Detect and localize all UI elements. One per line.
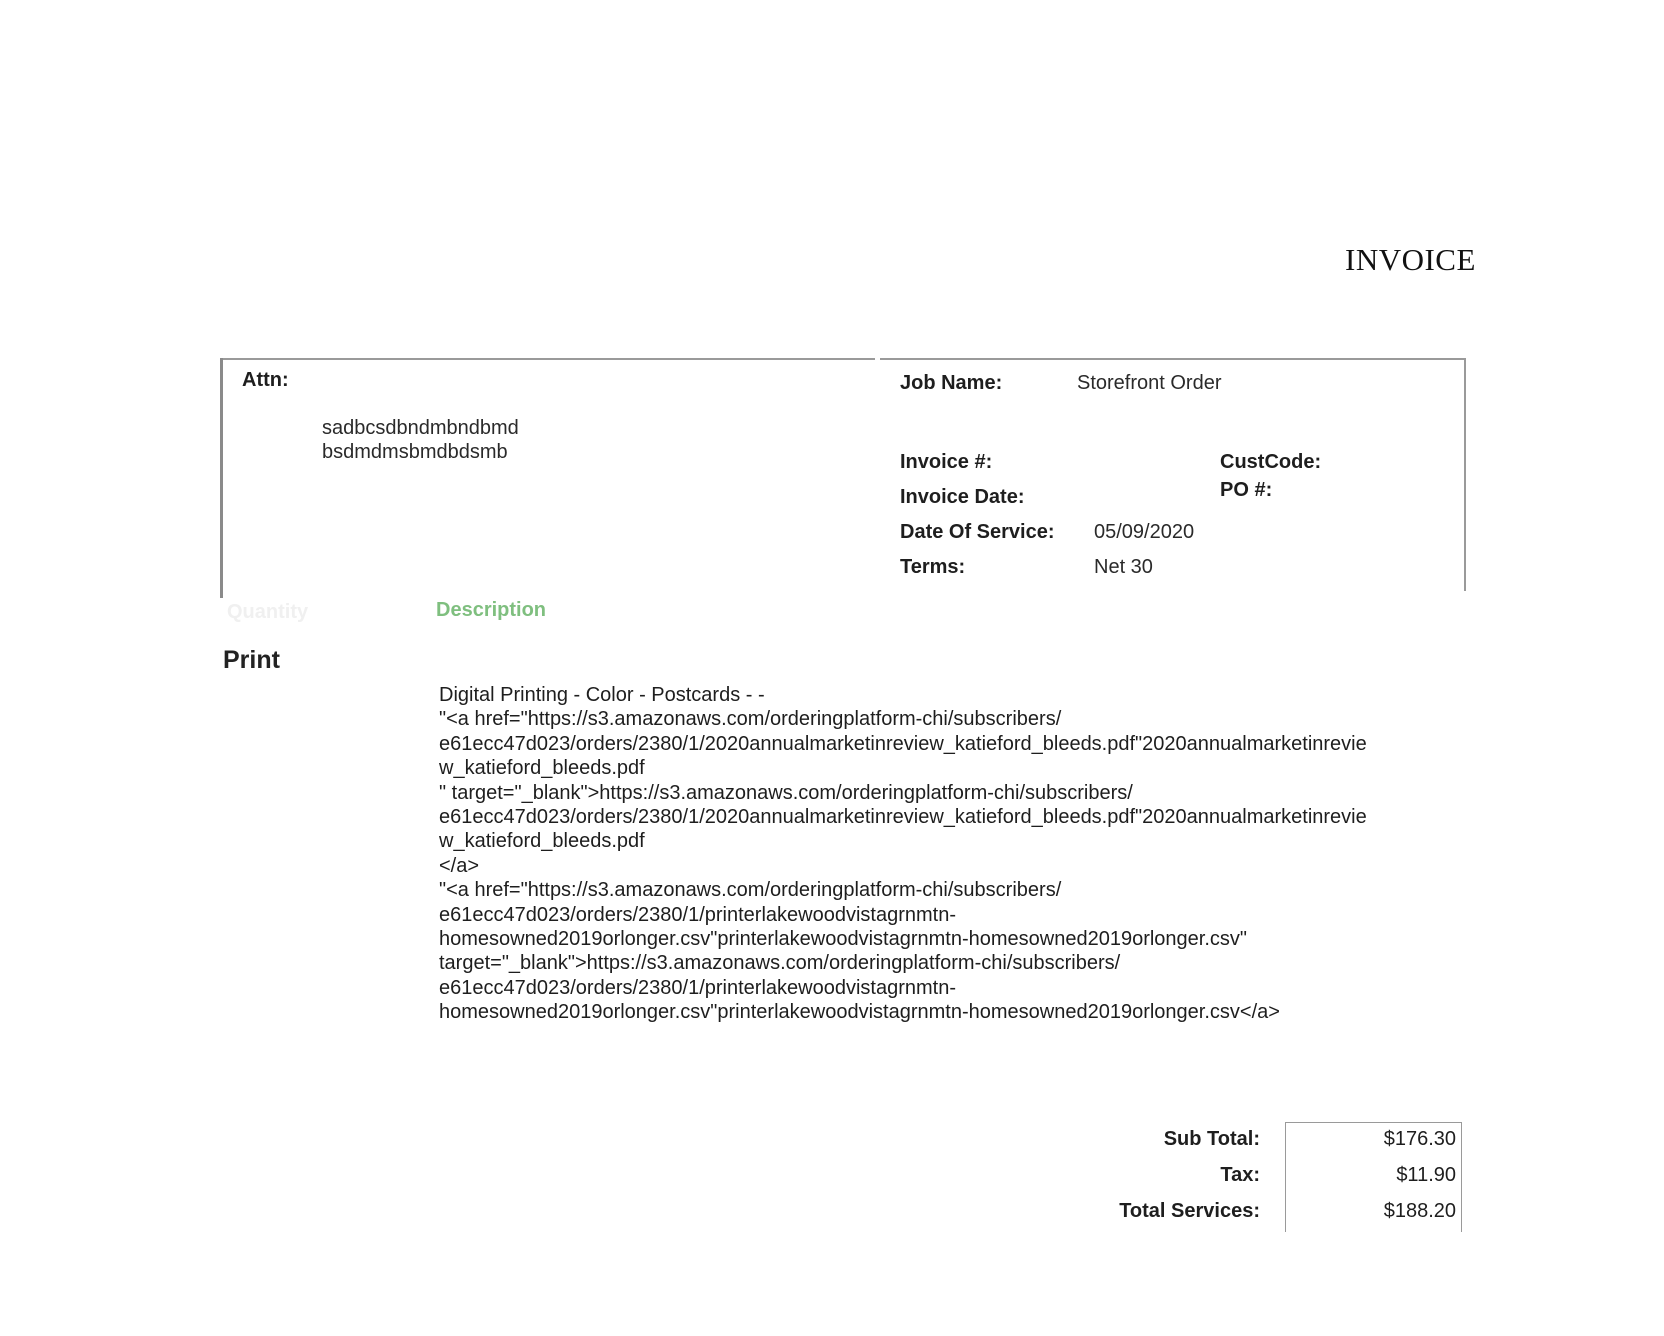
header-border-left	[220, 358, 223, 598]
column-header-quantity: Quantity	[227, 601, 309, 623]
description-line: e61ecc47d023/orders/2380/1/2020annualmarketinreview_katieford_bleeds.pdf"2020annualmarketinrevie	[439, 732, 1367, 755]
line-item-description	[439, 683, 1439, 1024]
description-line: e61ecc47d023/orders/2380/1/printerlakewoodvistagrnmtn-	[439, 976, 956, 999]
tax-label: Tax:	[1220, 1164, 1260, 1186]
description-line: Digital Printing - Color - Postcards - -	[439, 684, 765, 706]
job-name-value: Storefront Order	[1077, 372, 1222, 394]
description-line: e61ecc47d023/orders/2380/1/2020annualmarketinreview_katieford_bleeds.pdf"2020annualmarketinrevie	[439, 805, 1367, 828]
page-title: INVOICE	[1345, 242, 1476, 277]
total-services-label: Total Services:	[1119, 1200, 1260, 1222]
description-line: w_katieford_bleeds.pdf	[439, 830, 645, 853]
description-line: w_katieford_bleeds.pdf	[439, 757, 645, 780]
column-header-description: Description	[436, 599, 547, 621]
description-line: </a>	[439, 854, 480, 877]
attn-address	[322, 416, 519, 464]
description-line: e61ecc47d023/orders/2380/1/printerlakewoodvistagrnmtn-	[439, 903, 956, 926]
section-title-print: Print	[223, 646, 280, 674]
description-line: homesowned2019orlonger.csv"printerlakewoodvistagrnmtn-homesowned2019orlonger.csv"	[439, 927, 1247, 950]
totals-box-left	[1285, 1122, 1286, 1232]
tax-value: $11.90	[1396, 1164, 1456, 1186]
terms-label: Terms:	[900, 556, 966, 578]
totals-box-top	[1285, 1122, 1462, 1123]
job-name-label: Job Name:	[900, 372, 1003, 394]
header-border-right	[1464, 358, 1466, 591]
description-line: " target="_blank">https://s3.amazonaws.com/orderingplatform-chi/subscribers/	[439, 781, 1133, 804]
terms-value: Net 30	[1094, 556, 1153, 578]
subtotal-label: Sub Total:	[1163, 1128, 1260, 1150]
totals-box-right	[1461, 1122, 1462, 1232]
description-line: "<a href="https://s3.amazonaws.com/orderingplatform-chi/subscribers/	[439, 879, 1062, 902]
description-line: "<a href="https://s3.amazonaws.com/orderingplatform-chi/subscribers/	[439, 708, 1062, 731]
date-of-service-label: Date Of Service:	[900, 521, 1055, 543]
attn-label: Attn:	[242, 369, 289, 391]
description-line: homesowned2019orlonger.csv"printerlakewoodvistagrnmtn-homesowned2019orlonger.csv</a>	[439, 1001, 1280, 1024]
attn-address-line-2: bsdmdmsbmdbdsmb	[322, 441, 508, 463]
description-line: target="_blank">https://s3.amazonaws.com/orderingplatform-chi/subscribers/	[439, 952, 1121, 975]
header-border-top-left	[220, 358, 875, 360]
subtotal-value: $176.30	[1383, 1128, 1456, 1150]
total-services-value: $188.20	[1383, 1200, 1456, 1222]
invoice-number-label: Invoice #:	[900, 451, 993, 473]
custcode-label: CustCode:	[1220, 451, 1322, 473]
header-border-top-right	[880, 358, 1465, 360]
attn-address-line-1: sadbcsdbndmbndbmd	[322, 417, 519, 439]
po-number-label: PO #:	[1220, 479, 1273, 501]
date-of-service-value: 05/09/2020	[1094, 521, 1195, 543]
invoice-date-label: Invoice Date:	[900, 486, 1025, 508]
